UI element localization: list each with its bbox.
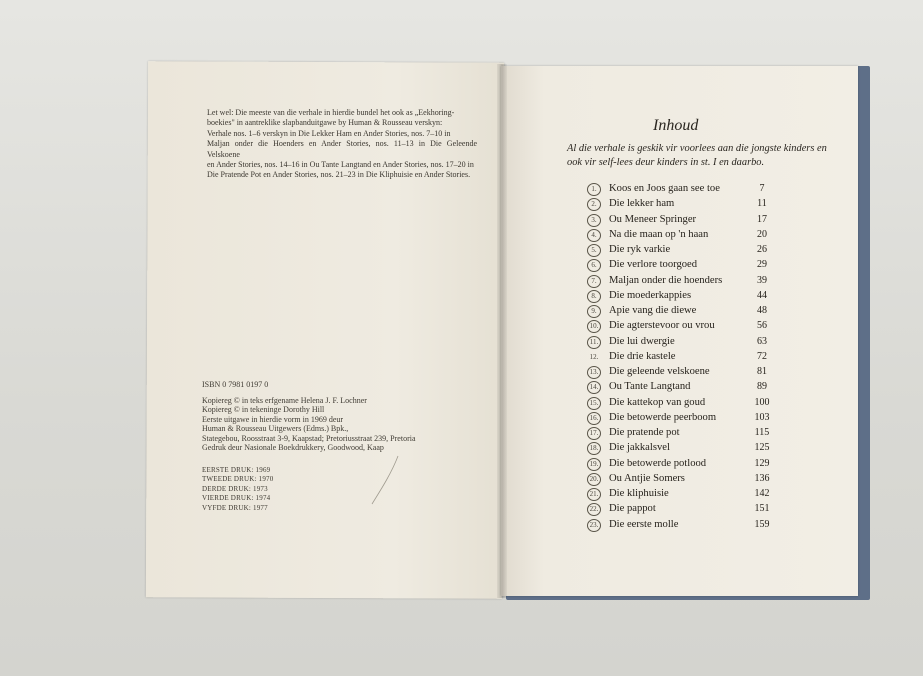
toc-row: [587, 212, 773, 227]
toc-page-number: 129: [754, 457, 770, 469]
toc-row: [587, 395, 773, 410]
edition-line: VYFDE DRUK: 1977: [202, 503, 268, 512]
imprint-line: Gedruk deur Nasionale Boekdrukkery, Goodwood, Kaap: [202, 443, 384, 452]
imprint-block: [202, 380, 462, 453]
toc-number: 14.: [587, 381, 601, 394]
toc-row: [587, 349, 773, 364]
toc-row: [587, 379, 773, 394]
toc-page-number: 29: [757, 259, 767, 271]
toc-page-number: 17: [757, 213, 767, 225]
toc-row: [587, 486, 773, 501]
toc-number: 5.: [587, 244, 601, 257]
toc-number: 12.: [589, 352, 599, 361]
note-line: Maljan onder die Hoenders en Ander Stories, nos. 11–13 in Die Geleende Velskoene: [207, 139, 477, 159]
toc-story-title: Apie vang die diewe: [609, 305, 697, 316]
toc-page-number: 136: [754, 472, 770, 484]
toc-page-number: 100: [754, 396, 770, 408]
toc-story-title: Koos en Joos gaan see toe: [609, 183, 720, 194]
toc-story-title: Die eerste molle: [609, 518, 679, 530]
toc-page-number: 125: [754, 442, 770, 454]
edition-line: EERSTE DRUK: 1969: [202, 466, 271, 474]
toc-story-title: Die kattekop van goud: [609, 396, 706, 408]
note-line: en Ander Stories, nos. 14–16 in Ou Tante Langtand en Ander Stories, nos. 17–20 in: [207, 160, 474, 170]
toc-page-number: 159: [754, 518, 770, 530]
toc-page-number: 20: [757, 228, 767, 240]
imprint-line: Kopiereg © in teks erfgename Helena J. F. Lochner: [202, 395, 367, 405]
toc-number: 15.: [587, 397, 601, 410]
toc-page-number: 151: [754, 503, 770, 515]
toc-number: 6.: [587, 259, 601, 272]
toc-row: [587, 257, 773, 272]
toc-page-number: 26: [757, 244, 767, 255]
edition-line: DERDE DRUK: 1973: [202, 484, 268, 493]
toc-row: [587, 303, 773, 318]
toc-page-number: 103: [754, 411, 770, 423]
toc-story-title: Die drie kastele: [609, 350, 676, 362]
toc-story-title: Ou Antjie Somers: [609, 472, 685, 484]
toc-story-title: Die ryk varkie: [609, 244, 671, 255]
toc-title: Inhoud: [653, 117, 699, 134]
toc-row: [587, 410, 773, 425]
toc-row: [587, 273, 773, 288]
toc-row: [587, 471, 773, 486]
toc-number: 21.: [587, 488, 601, 501]
toc-row: [587, 364, 773, 379]
toc-number: 4.: [587, 229, 601, 242]
toc-page-number: 115: [754, 427, 770, 438]
toc-story-title: Maljan onder die hoenders: [609, 274, 723, 286]
toc-number: 16.: [587, 412, 601, 425]
toc-page-number: 72: [757, 350, 767, 362]
table-of-contents: [587, 181, 773, 532]
imprint-line: Eerste uitgawe in hierdie vorm in 1969 deur: [202, 414, 344, 424]
edition-line: TWEEDE DRUK: 1970: [202, 475, 274, 484]
toc-number: 20.: [587, 473, 601, 486]
toc-intro: Al die verhale is geskik vir voorlees aan die jongste kinders en ook vir self-lees deur kinders in st. I en daarbo.: [567, 143, 827, 168]
toc-row: [587, 456, 773, 471]
toc-number: 2.: [587, 198, 601, 211]
toc-number: 23.: [587, 519, 601, 532]
toc-row: [587, 181, 773, 196]
pen-mark: [352, 450, 412, 510]
toc-page-number: 44: [757, 289, 767, 301]
toc-row: [587, 242, 773, 257]
toc-story-title: Die lekker ham: [609, 198, 675, 210]
toc-page-number: 11: [757, 198, 767, 210]
imprint-line: Kopiereg © in tekeninge Dorothy Hill: [202, 405, 325, 414]
toc-row: [587, 440, 773, 455]
toc-page-number: 63: [757, 335, 767, 347]
note-line: boekies" in aantreklike slapbanduitgawe by Human & Rousseau verskyn:: [207, 118, 443, 128]
toc-story-title: Die jakkalsvel: [609, 442, 670, 454]
edition-line: VIERDE DRUK: 1974: [202, 494, 271, 503]
toc-page-number: 48: [757, 305, 767, 316]
toc-story-title: Na die maan op 'n haan: [609, 228, 709, 240]
toc-row: [587, 318, 773, 333]
note-line: Let wel: Die meeste van die verhale in hierdie bundel het ook as „Eekhoring-: [207, 108, 455, 117]
toc-row: [587, 425, 773, 440]
note-paragraph: [207, 108, 477, 181]
toc-number: 17.: [587, 427, 601, 440]
toc-story-title: Die pratende pot: [609, 427, 680, 438]
toc-row: [587, 288, 773, 303]
imprint-line: Stategebou, Roosstraat 3-9, Kaapstad; Pretoriusstraat 239, Pretoria: [202, 433, 416, 443]
toc-number: 11.: [587, 336, 601, 349]
note-line: Die Pratende Pot en Ander Stories, nos. 21–23 in Die Kliphuisie en Ander Stories.: [207, 170, 471, 180]
toc-story-title: Die geleende velskoene: [609, 366, 710, 377]
toc-number: 8.: [587, 290, 601, 303]
toc-number: 3.: [587, 214, 601, 227]
toc-story-title: Die moederkappies: [609, 289, 692, 301]
toc-number: 22.: [587, 503, 601, 516]
note-line: Verhale nos. 1–6 verskyn in Die Lekker Ham en Ander Stories, nos. 7–10 in: [207, 128, 451, 138]
toc-story-title: Die agterstevoor ou vrou: [609, 320, 715, 332]
toc-number: 9.: [587, 305, 601, 318]
toc-story-title: Die betowerde potlood: [609, 457, 707, 469]
toc-story-title: Die betowerde peerboom: [609, 411, 717, 423]
toc-story-title: Die kliphuisie: [609, 488, 669, 499]
toc-story-title: Die lui dwergie: [609, 335, 675, 347]
book-gutter: [497, 64, 507, 598]
toc-page-number: 81: [757, 366, 767, 377]
toc-page-number: 56: [757, 320, 767, 332]
toc-number: 13.: [587, 366, 601, 379]
toc-story-title: Die pappot: [609, 503, 656, 515]
toc-story-title: Die verlore toorgoed: [609, 259, 698, 271]
toc-number: 18.: [587, 442, 601, 455]
toc-row: [587, 334, 773, 349]
toc-row: [587, 196, 773, 211]
toc-number: 1.: [587, 183, 601, 196]
toc-row: [587, 517, 773, 532]
toc-page-number: 39: [757, 274, 767, 286]
isbn: ISBN 0 7981 0197 0: [202, 380, 269, 389]
toc-page-number: 142: [754, 488, 770, 499]
toc-page-number: 7: [759, 183, 765, 194]
toc-number: 10.: [587, 320, 601, 333]
toc-number: 7.: [587, 275, 601, 288]
toc-story-title: Ou Meneer Springer: [609, 213, 697, 225]
toc-row: [587, 227, 773, 242]
toc-row: [587, 501, 773, 516]
toc-story-title: Ou Tante Langtand: [609, 381, 691, 393]
toc-number: 19.: [587, 458, 601, 471]
toc-page-number: 89: [757, 381, 767, 393]
imprint-line: Human & Rousseau Uitgewers (Edms.) Bpk.,: [202, 424, 349, 433]
